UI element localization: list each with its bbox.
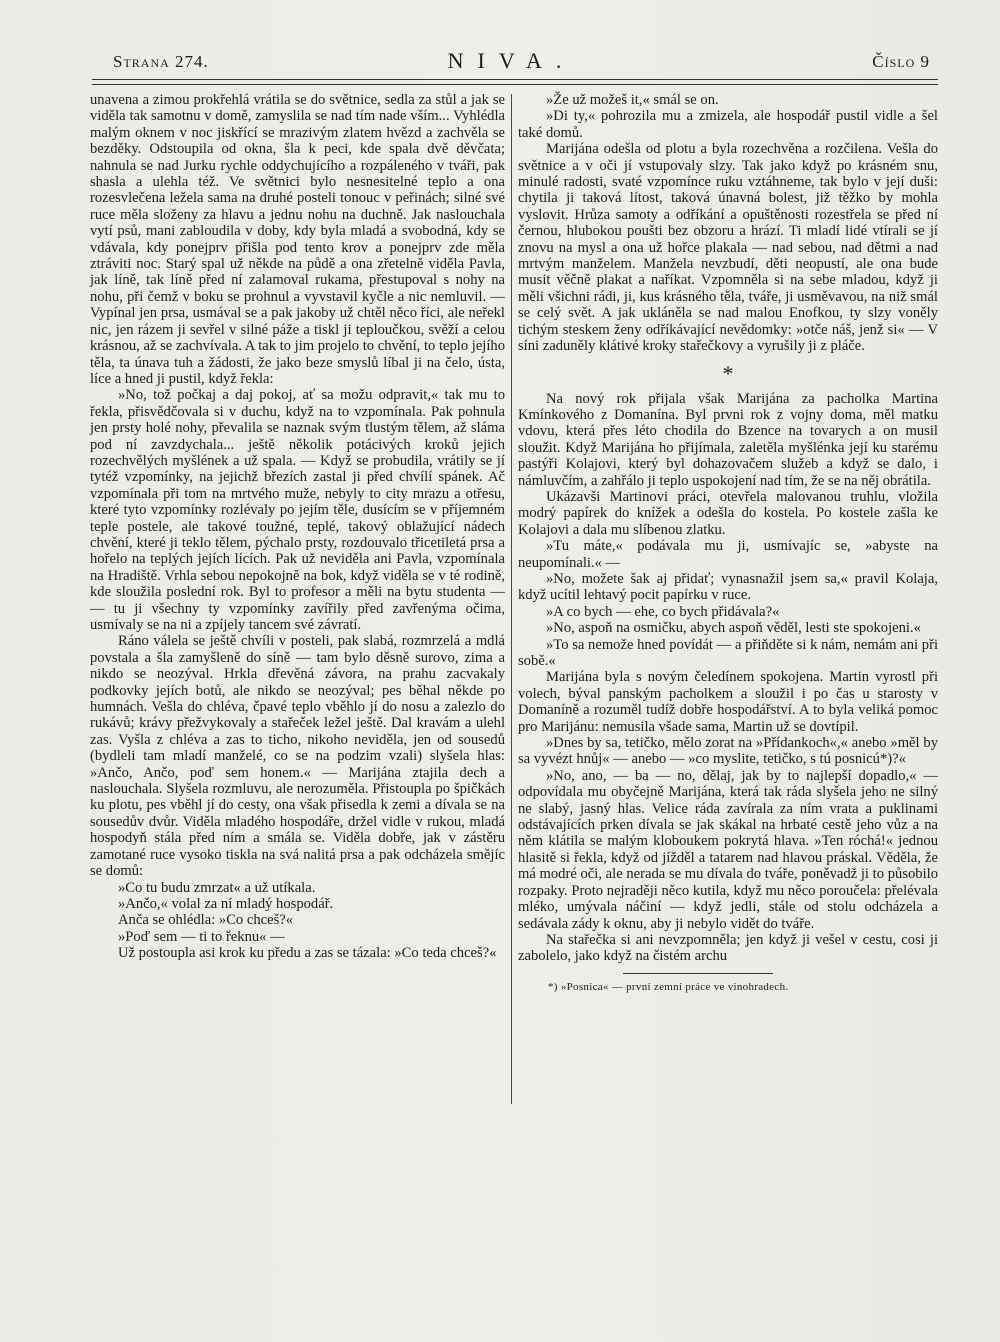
paragraph: Na stařečka si ani nevzpomněla; jen když ji vešel v cestu, cosi ji zabolelo, jako když na čistém archu [518,931,938,965]
paragraph: unavena a zimou prokřehlá vrátila se do světnice, sedla za stůl a jak se viděla tak samotnu v domě, zamyslila se nad tím nade vším... Vyhlédla malým oknem v noc jiskřící se mrazivým zlatem hvězd a zachvěla se bezděky. Odstoupila od okna, šla k peci, kde spala dvě děvčata; nahnula se nad Jurku rychle oddychujícího a rozpáleného v tváři, pak shasla a ulehla též. Ve světnici bylo nesnesitelné teplo a ona rozesvlečena ležela sama na druhé posteli tonouc v peřinách; silné své ruce měla složeny za hlavu a jednu nohu na duchně. Jak naslouchala vytí psů, mani zabloudila v doby, kdy byla mladá a svobodná, kdy se vdávala, kdy ponejprv přišla pod tento krov a ponejprv zde měla ztráviti noc. Starý spal už někde na půdě a ona zřetelně viděla Pavla, jak líně, tak líně před ní zalamoval rukama, přestupoval s nohy na nohu, při čemž v boku se prohnul a vyvstavil kyčle a nic nemluvil. — Vypínal jen prsa, usmával se a pak jakoby už chtěl něco říci, ale neřekl nic, jen rázem ji sevřel v silné páže a tiskl ji teploučkou, svěží a celou krásnou, až se zachvívala. A tak to jim projelo to chvění, to teplo jejího těla, ta únava tuh a žádosti, že jako beze smyslů líbal ji na čelo, ústa, líce a hned ji pustil, když řekla: [90,92,506,387]
paragraph: »Co tu budu zmrzat« a už utíkala. [118,879,316,896]
paragraph: Ukázavši Martinovi práci, otevřela malovanou truhlu, vložila modrý papírek do knížek a odešla do kostela. Po kostele zašla ke Kolajovi a dala mu slíbenou zlatku. [518,488,938,538]
paragraph: »Dnes by sa, tetičko, mělo zorat na »Přídankoch«,« anebo »měl by sa vyvézt hnůj« — anebo — »co myslite, tetičko, s tú posnicú*)?« [518,735,938,768]
magazine-title: NIVA. [447,48,576,73]
paragraph: Na nový rok přijala však Marijána za pacholka Martina Kmínkového z Domanína. Byl prvni rok z vojny doma, měl matku vdovu, která přes léto chodila do Bzence na tovarych a on musil sloužit. Když Marijána ho přijímala, zaletěla myšlénka její ku starému pastýři Kolajovi, který byl dohazovačem služeb a když se dalo, i námluvčím, a zahřálo ji teplo uspokojení nad tím, že se na něj obrátila. [518,390,938,489]
footnote-rule [623,973,773,974]
paragraph: »A co bych — ehe, co bych přidávala?« [546,603,780,620]
paragraph: »No, tož počkaj a daj pokoj, ať sa možu odpravit,« tak mu to řekla, přisvědčovala si v duchu, když na to vzpomínala. Pak pohnula jen prsty holé nohy, převalila se naznak svým tlustým tělem, až sláma pod ní zavzdychala... ještě několik potácivých kroků jejich rozechvělých myšlének a už spala. — Když se probudila, vrátily se jí tytéž vzpomínky, na jejichž březích zastal ji před chvílí spánek. Ač vzpomínala při tom na mrtvého muže, nebyly to city mrazu a otřesu, které tyto vzpomínky rozlévaly po jejím těle, dusícím se v příjemném teple postele, ale takové toužné, teplé, takový oblažující nádech chvění, které ji teklo tělem, pýchalo prsty, rozdouvalo třicetiletá prsa a hořelo na teplých jejích lících. Pak už neviděla ani Pavla, vzpomínala na Hradiště. Vrhla sebou nepokojně na bok, když viděla se v té rodině, kde sloužila poslední rok. Byl to profesor a měli na bytu studenta — — tu ji všechny ty vzpomínky zavířily před zavřenýma očima, usmívaly se na ni a zpíjely tancem své závratí. [90,387,505,633]
paragraph: »Ančo,« volal za ní mladý hospodář. [118,895,334,912]
paragraph: »No, ano, — ba — no, dělaj, jak by to najlepší dopadlo,« — odpovídala mu obyčejně Marijána, která tak ráda slyšela jeho ne silný ne slabý, jasný hlas. Velice ráda zavírala za ním vrata a puklinami odstávajících prken dívala se jak skákal na hrbaté cestě jeho vůz a na něm klátila se malým kloboukem pokrytá hlava. »Ten róchá!« jednou hlasitě si řekla, když od jížděl a tatarem nad hlavou práskal. Věděla, že má modré oči, ale nerada se mu dívala do tváře, poněvadž ji to působilo rozpaky. Proto nejraději něco kutila, když mu něco poroučela: přelévala mléko, umývala náčiní — když jedli, stále od stolu odcházela a sedávala zády k oknu, aby ji nebylo vidět do tváře. [518,767,938,932]
paragraph: »Tu máte,« podávala mu ji, usmívajíc se, »abyste na neupomínali.« — [518,538,938,571]
paragraph: »No, možete šak aj přidať; vynasnažil jsem sa,« pravil Kolaja, když ucítil lehtavý pocit papírku v ruce. [518,570,938,604]
paragraph: »To sa nemože hned povídát — a přiňděte si k nám, nemám ani při sobě.« [518,636,938,669]
right-column [518,92,938,994]
footnote: *) »Posnica« — první zemní práce ve vinohradech. [548,980,789,993]
column-divider [511,94,512,1104]
paragraph: Už postoupla asi krok ku předu a zas se tázala: »Co teda chceš?« [118,945,497,962]
section-separator: * [722,360,734,386]
paragraph: Marijána odešla od plotu a byla rozechvěna a rozčilena. Vešla do světnice a v oči jí vstupovaly slzy. Tak jako když po krásném snu, minulé radosti, svaté vzpomínce ruku vztáhneme, tak bylo v její duši: chytila ji taková lítost, taková únavná bolest, již těžko by mohla vyslovit. Hrůza samoty a odříkání a opuštěnosti rozestřela se před ní černou, hlubokou poušti bez obzoru a hrází. Ti mladí lidé vtírali se jí znovu na mysl a ona už hořce plakala — nad sebou, nad dětmi a nad mrtvým manželem. Manžela nevzbudí, děti neopustí, ale ona bude musit věčně plakat a naříkat. Vzpomněla si na sebe mladou, když ji měli všichni rádi, ji, kus krásného těla, tváře, ji usměvavou, na niž smál se celý svět. A jak ukláněla se nad malou Enofkou, ty slzy voněly tichým steskem ženy odříkávající nevědomky: »otče náš, jenž si« — V síni zaduněly klátivé kroky stařečkovy a vyrušily ji z pláče. [518,141,938,355]
paragraph: »No, aspoň na osmičku, abych aspoň věděl, lesti ste spokojeni.« [546,620,921,637]
left-column [90,92,505,962]
page-number: Strana 274. [113,52,209,71]
paragraph: »Di ty,« pohrozila mu a zmizela, ale hospodář pustil vidle a šel také domů. [518,108,938,141]
issue-number: Číslo 9 [872,52,930,71]
paragraph: Marijána byla s novým čeledínem spokojena. Martin vyrostl při volech, býval panským pacholkem a sloužil i po čas u starosty v Domaníně a rozuměl tudíž dobře hospodářství. A to byla veliká pomoc pro Marijánu: nemusila všade sama, Martin už se dovtípil. [518,669,938,735]
header-rule [92,79,938,85]
page-header [88,50,935,76]
paragraph: »Poď sem — ti to řeknu« — [118,928,285,945]
paragraph: Ráno válela se ještě chvíli v posteli, pak slabá, rozmrzelá a mdlá povstala a šla zamyšleně do síně — tam bylo děsně surovo, zima a nikdo se neozýval. Hrkla dřevěná závora, na prahu zacvakaly podkovky jejích botů, ale nikdo se neozýval; pes běhal někde po humnách. Vešla do chléva, čpavé teplo vběhlo jí do nosu a zalezlo do rukávů; krávy přežvykovaly a stařeček ležel ještě. Dal kravám a ulehl zas. Vyšla z chléva a zas to ticho, nikoho neviděla, jen od sousedů (bydleli tam mladí manželé, co se na podzim vzali) slyšela hlas: »Ančo, Ančo, poď sem honem.« — Marijána ztajila dech a naslouchala. Slyšela rozmluvu, ale nerozuměla. Přistoupla po špičkách ku plotu, pes vběhl jí do cesty, ona však přisedla k zemi a dívala se na sousedův dvůr. Viděla mladého hospodáře, držel vidle v rukou, mladá hospodyň stála před ním a smála se. Viděla dobře, jak v zástěru zamotané ruce vysoko tiskla na svá nalitá prsa a pak odcházela smějíc se domů: [90,633,505,880]
paragraph: »Že už možeš it,« smál se on. [546,92,719,108]
paragraph: Anča se ohlédla: »Co chceš?« [118,912,294,929]
